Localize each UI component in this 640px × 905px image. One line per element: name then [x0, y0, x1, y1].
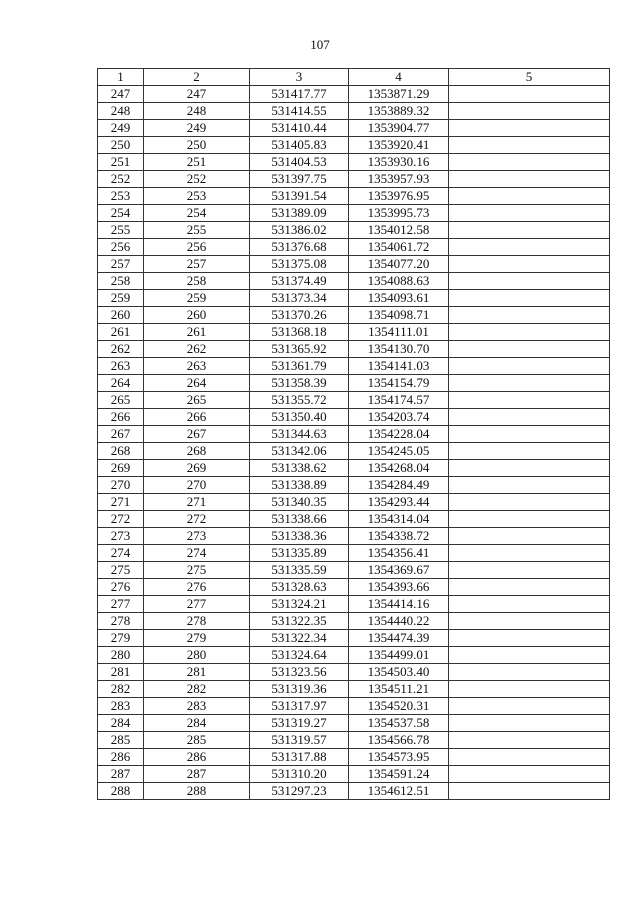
table-cell	[449, 341, 610, 358]
table-cell	[449, 222, 610, 239]
table-cell: 1354511.21	[349, 681, 449, 698]
table-cell: 266	[98, 409, 144, 426]
table-cell: 1353995.73	[349, 205, 449, 222]
table-cell: 531317.97	[250, 698, 349, 715]
table-cell: 531405.83	[250, 137, 349, 154]
table-cell: 531414.55	[250, 103, 349, 120]
table-cell: 1354284.49	[349, 477, 449, 494]
table-cell: 1354061.72	[349, 239, 449, 256]
column-header: 2	[144, 69, 250, 86]
table-row	[98, 273, 610, 290]
table-cell: 1354591.24	[349, 766, 449, 783]
table-cell: 1354393.66	[349, 579, 449, 596]
table-cell: 284	[144, 715, 250, 732]
table-cell: 531324.21	[250, 596, 349, 613]
table-cell: 270	[98, 477, 144, 494]
table-row	[98, 647, 610, 664]
table-cell: 1353976.95	[349, 188, 449, 205]
table-cell: 1354314.04	[349, 511, 449, 528]
table-row	[98, 409, 610, 426]
table-cell: 531376.68	[250, 239, 349, 256]
table-cell: 259	[98, 290, 144, 307]
table-cell	[449, 647, 610, 664]
table-cell: 248	[98, 103, 144, 120]
table-cell: 279	[98, 630, 144, 647]
table-cell: 1354093.61	[349, 290, 449, 307]
table-cell	[449, 460, 610, 477]
table-cell: 268	[98, 443, 144, 460]
table-cell	[449, 392, 610, 409]
table-cell: 285	[98, 732, 144, 749]
table-cell: 252	[144, 171, 250, 188]
page-number: 107	[310, 37, 330, 52]
table-cell	[449, 154, 610, 171]
table-row	[98, 698, 610, 715]
table-cell: 272	[98, 511, 144, 528]
table-cell	[449, 545, 610, 562]
table-row	[98, 562, 610, 579]
table-cell	[449, 120, 610, 137]
table-row	[98, 120, 610, 137]
table-row	[98, 86, 610, 103]
table-cell	[449, 613, 610, 630]
table-cell	[449, 732, 610, 749]
table-cell: 287	[98, 766, 144, 783]
table-cell: 250	[144, 137, 250, 154]
table-cell: 273	[98, 528, 144, 545]
table-cell: 1353920.41	[349, 137, 449, 154]
table-cell: 253	[98, 188, 144, 205]
table-cell: 285	[144, 732, 250, 749]
table-row	[98, 545, 610, 562]
table-cell: 531338.89	[250, 477, 349, 494]
table-cell: 274	[144, 545, 250, 562]
table-cell: 271	[98, 494, 144, 511]
table-row	[98, 494, 610, 511]
table-body	[98, 86, 610, 800]
table-cell: 531365.92	[250, 341, 349, 358]
table-cell: 247	[144, 86, 250, 103]
table-cell	[449, 188, 610, 205]
table-row	[98, 324, 610, 341]
table-cell: 258	[144, 273, 250, 290]
table-cell	[449, 239, 610, 256]
table-cell: 1354154.79	[349, 375, 449, 392]
table-row	[98, 392, 610, 409]
table-cell: 276	[144, 579, 250, 596]
table-cell	[449, 324, 610, 341]
table-cell: 1353930.16	[349, 154, 449, 171]
table-cell: 261	[98, 324, 144, 341]
table-cell	[449, 511, 610, 528]
table-cell: 264	[98, 375, 144, 392]
table-cell	[449, 103, 610, 120]
table-cell: 531389.09	[250, 205, 349, 222]
table-cell: 531319.27	[250, 715, 349, 732]
table-row	[98, 256, 610, 273]
table-cell	[449, 681, 610, 698]
table-row	[98, 222, 610, 239]
table-cell: 263	[144, 358, 250, 375]
table-cell: 283	[98, 698, 144, 715]
table-row	[98, 103, 610, 120]
table-row	[98, 477, 610, 494]
table-row	[98, 341, 610, 358]
table-cell: 252	[98, 171, 144, 188]
table-cell: 531368.18	[250, 324, 349, 341]
table-cell: 1354174.57	[349, 392, 449, 409]
table-cell: 531375.08	[250, 256, 349, 273]
table-header	[98, 69, 610, 86]
table-cell: 531310.20	[250, 766, 349, 783]
table-cell: 1354293.44	[349, 494, 449, 511]
table-row	[98, 426, 610, 443]
table-cell: 531319.36	[250, 681, 349, 698]
table-cell: 262	[98, 341, 144, 358]
table-cell: 1353957.93	[349, 171, 449, 188]
table-cell: 1353871.29	[349, 86, 449, 103]
table-cell: 247	[98, 86, 144, 103]
table-cell: 531323.56	[250, 664, 349, 681]
table-cell	[449, 562, 610, 579]
table-row	[98, 579, 610, 596]
table-cell: 1354440.22	[349, 613, 449, 630]
table-cell: 259	[144, 290, 250, 307]
table-row	[98, 630, 610, 647]
table-cell: 1354141.03	[349, 358, 449, 375]
table-cell: 531322.34	[250, 630, 349, 647]
table-cell: 1354499.01	[349, 647, 449, 664]
table-cell: 249	[98, 120, 144, 137]
table-cell: 531342.06	[250, 443, 349, 460]
table-row	[98, 783, 610, 800]
table-cell: 1354012.58	[349, 222, 449, 239]
table-cell: 531404.53	[250, 154, 349, 171]
table-cell: 1354088.63	[349, 273, 449, 290]
table-cell: 1354414.16	[349, 596, 449, 613]
table-cell: 531317.88	[250, 749, 349, 766]
table-cell: 271	[144, 494, 250, 511]
table-cell	[449, 477, 610, 494]
table-cell: 531397.75	[250, 171, 349, 188]
table-cell: 531391.54	[250, 188, 349, 205]
table-cell	[449, 715, 610, 732]
table-cell: 1354356.41	[349, 545, 449, 562]
table-cell	[449, 664, 610, 681]
table-cell: 278	[98, 613, 144, 630]
table-cell: 1354130.70	[349, 341, 449, 358]
table-cell: 253	[144, 188, 250, 205]
table-cell: 261	[144, 324, 250, 341]
table-cell	[449, 426, 610, 443]
table-cell: 531361.79	[250, 358, 349, 375]
table-cell	[449, 86, 610, 103]
table-row	[98, 613, 610, 630]
table-cell	[449, 290, 610, 307]
header-row	[98, 69, 610, 86]
table-cell: 531410.44	[250, 120, 349, 137]
table-cell: 267	[98, 426, 144, 443]
table-cell: 283	[144, 698, 250, 715]
table-row	[98, 715, 610, 732]
table-cell: 531322.35	[250, 613, 349, 630]
table-cell: 275	[144, 562, 250, 579]
table-cell: 269	[144, 460, 250, 477]
table-row	[98, 171, 610, 188]
table-cell: 254	[98, 205, 144, 222]
table-row	[98, 137, 610, 154]
table-row	[98, 290, 610, 307]
table-cell: 265	[144, 392, 250, 409]
table-row	[98, 307, 610, 324]
table-cell: 531319.57	[250, 732, 349, 749]
table-cell: 256	[98, 239, 144, 256]
table-cell: 256	[144, 239, 250, 256]
table-cell: 268	[144, 443, 250, 460]
table-cell	[449, 749, 610, 766]
table-cell: 264	[144, 375, 250, 392]
table-cell	[449, 698, 610, 715]
table-cell: 254	[144, 205, 250, 222]
table-cell: 1354537.58	[349, 715, 449, 732]
table-cell: 266	[144, 409, 250, 426]
table-cell: 255	[98, 222, 144, 239]
table-cell: 262	[144, 341, 250, 358]
table-cell: 1354077.20	[349, 256, 449, 273]
table-cell: 1354573.95	[349, 749, 449, 766]
table-cell: 531335.89	[250, 545, 349, 562]
table-cell: 286	[144, 749, 250, 766]
table-cell: 274	[98, 545, 144, 562]
table-cell: 288	[144, 783, 250, 800]
table-cell: 531335.59	[250, 562, 349, 579]
table-cell	[449, 443, 610, 460]
table-row	[98, 749, 610, 766]
table-cell: 531370.26	[250, 307, 349, 324]
table-cell: 278	[144, 613, 250, 630]
table-cell: 1354612.51	[349, 783, 449, 800]
table-cell: 277	[98, 596, 144, 613]
table-cell	[449, 273, 610, 290]
table-cell: 269	[98, 460, 144, 477]
table-cell: 260	[144, 307, 250, 324]
table-cell: 258	[98, 273, 144, 290]
table-row	[98, 375, 610, 392]
table-cell: 286	[98, 749, 144, 766]
table-cell: 270	[144, 477, 250, 494]
table-cell: 1354245.05	[349, 443, 449, 460]
table-cell: 531328.63	[250, 579, 349, 596]
table-row	[98, 528, 610, 545]
table-cell: 277	[144, 596, 250, 613]
table-cell: 1354228.04	[349, 426, 449, 443]
table-cell: 531355.72	[250, 392, 349, 409]
table-cell	[449, 171, 610, 188]
table-cell	[449, 307, 610, 324]
table-cell	[449, 409, 610, 426]
table-cell: 531338.66	[250, 511, 349, 528]
table-cell: 276	[98, 579, 144, 596]
table-cell: 280	[144, 647, 250, 664]
table-cell: 249	[144, 120, 250, 137]
table-cell: 1353904.77	[349, 120, 449, 137]
table-cell: 1354111.01	[349, 324, 449, 341]
table-cell: 251	[98, 154, 144, 171]
table-cell: 281	[144, 664, 250, 681]
table-cell: 531386.02	[250, 222, 349, 239]
table-cell: 531358.39	[250, 375, 349, 392]
table-row	[98, 681, 610, 698]
table-cell: 273	[144, 528, 250, 545]
table-cell	[449, 494, 610, 511]
table-cell	[449, 766, 610, 783]
table-cell: 1354566.78	[349, 732, 449, 749]
table-row	[98, 511, 610, 528]
table-cell: 272	[144, 511, 250, 528]
table-cell: 284	[98, 715, 144, 732]
table-cell: 531374.49	[250, 273, 349, 290]
column-header: 1	[98, 69, 144, 86]
table-cell: 531373.34	[250, 290, 349, 307]
table-row	[98, 460, 610, 477]
column-header: 5	[449, 69, 610, 86]
table-cell: 1354474.39	[349, 630, 449, 647]
table-cell: 263	[98, 358, 144, 375]
table-cell: 265	[98, 392, 144, 409]
table-cell: 250	[98, 137, 144, 154]
table-row	[98, 732, 610, 749]
table-cell: 267	[144, 426, 250, 443]
table-cell: 280	[98, 647, 144, 664]
table-cell	[449, 256, 610, 273]
table-cell: 275	[98, 562, 144, 579]
table-cell	[449, 579, 610, 596]
table-cell: 1354268.04	[349, 460, 449, 477]
table-cell: 282	[98, 681, 144, 698]
table-cell: 531297.23	[250, 783, 349, 800]
table-cell: 257	[98, 256, 144, 273]
table-cell: 281	[98, 664, 144, 681]
table-row	[98, 358, 610, 375]
table-row	[98, 443, 610, 460]
coordinates-table	[97, 68, 610, 800]
table-cell	[449, 205, 610, 222]
table-row	[98, 766, 610, 783]
table-cell: 531350.40	[250, 409, 349, 426]
table-cell: 288	[98, 783, 144, 800]
table-cell: 1354338.72	[349, 528, 449, 545]
table-cell: 1354203.74	[349, 409, 449, 426]
table-row	[98, 154, 610, 171]
table-row	[98, 205, 610, 222]
table-cell: 279	[144, 630, 250, 647]
table-cell: 257	[144, 256, 250, 273]
table-row	[98, 188, 610, 205]
table-cell: 531324.64	[250, 647, 349, 664]
table-cell	[449, 630, 610, 647]
column-header: 4	[349, 69, 449, 86]
table-cell: 1354369.67	[349, 562, 449, 579]
table-cell: 531417.77	[250, 86, 349, 103]
table-cell	[449, 783, 610, 800]
table-cell: 531340.35	[250, 494, 349, 511]
table-cell	[449, 137, 610, 154]
table-row	[98, 239, 610, 256]
table-cell: 255	[144, 222, 250, 239]
table-cell: 1354098.71	[349, 307, 449, 324]
column-header: 3	[250, 69, 349, 86]
table-cell: 287	[144, 766, 250, 783]
table-cell: 282	[144, 681, 250, 698]
table-cell: 251	[144, 154, 250, 171]
table-cell: 248	[144, 103, 250, 120]
table-cell: 1354503.40	[349, 664, 449, 681]
table-cell: 1354520.31	[349, 698, 449, 715]
table-cell	[449, 375, 610, 392]
table-cell: 531338.36	[250, 528, 349, 545]
table-cell	[449, 596, 610, 613]
table-row	[98, 664, 610, 681]
table-cell: 531344.63	[250, 426, 349, 443]
table-cell: 531338.62	[250, 460, 349, 477]
table-cell	[449, 528, 610, 545]
table-cell: 1353889.32	[349, 103, 449, 120]
table-row	[98, 596, 610, 613]
table-cell: 260	[98, 307, 144, 324]
table-cell	[449, 358, 610, 375]
